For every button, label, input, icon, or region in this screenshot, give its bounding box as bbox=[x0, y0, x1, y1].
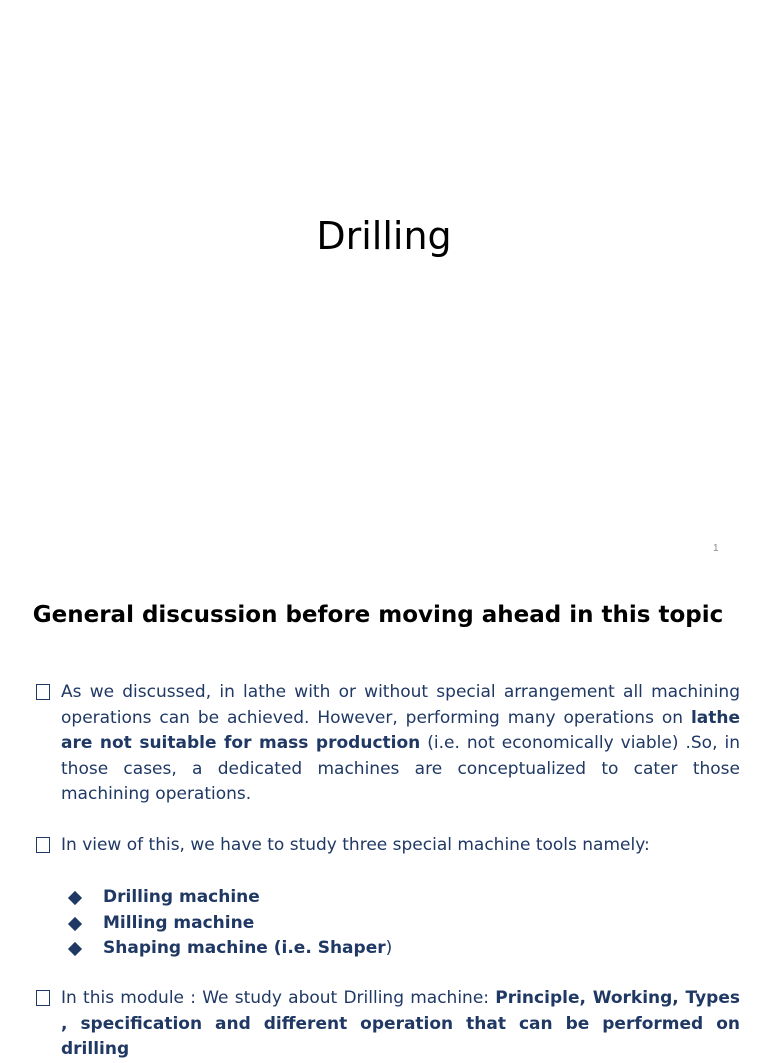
slide-title: Drilling bbox=[316, 214, 452, 258]
list-item-label: Shaping machine (i.e. Shaper bbox=[103, 938, 386, 959]
bold-text-segment: lathe are not suitable for mass production bbox=[61, 707, 740, 754]
list-item-suffix: ) bbox=[385, 938, 393, 959]
square-bullet-icon bbox=[36, 990, 50, 1006]
text-segment: In view of this, we have to study three special machine tools namely: bbox=[61, 835, 650, 855]
bold-text-segment: Principle, Working, Types , specification and different operation that can be performed on drilling bbox=[61, 988, 740, 1060]
text-segment: In this module : We study about Drilling machine: bbox=[61, 988, 496, 1008]
slide-2 bbox=[0, 576, 768, 1060]
list-item-label: Drilling machine bbox=[103, 887, 260, 907]
bullet-paragraph-intro bbox=[36, 680, 740, 808]
list-item-label: Milling machine bbox=[103, 912, 255, 933]
slide-number: 1 bbox=[713, 543, 719, 554]
diamond-bullet-icon bbox=[68, 942, 82, 956]
list-item bbox=[68, 885, 392, 911]
text-segment: As we discussed, in lathe with or without special arrangement all machining operations can be achieved. However, performing many operations on bbox=[61, 682, 740, 728]
diamond-bullet-icon bbox=[68, 917, 82, 931]
slide-heading: General discussion before moving ahead in this topic bbox=[32, 602, 724, 628]
bullet-paragraph-module bbox=[36, 986, 740, 1063]
square-bullet-icon bbox=[36, 837, 50, 853]
bullet-paragraph-machine-tools bbox=[36, 833, 740, 859]
paragraph-text bbox=[61, 680, 740, 808]
text-segment: (i.e. not economically viable) .So, in those cases, a dedicated machines are conceptualized to cater those machining operations. bbox=[61, 733, 740, 805]
list-item bbox=[68, 911, 392, 937]
paragraph-text bbox=[61, 986, 740, 1063]
diamond-bullet-icon bbox=[68, 891, 82, 905]
machine-tools-list bbox=[68, 885, 392, 962]
square-bullet-icon bbox=[36, 684, 50, 700]
list-item bbox=[68, 936, 392, 962]
paragraph-text bbox=[61, 833, 740, 859]
